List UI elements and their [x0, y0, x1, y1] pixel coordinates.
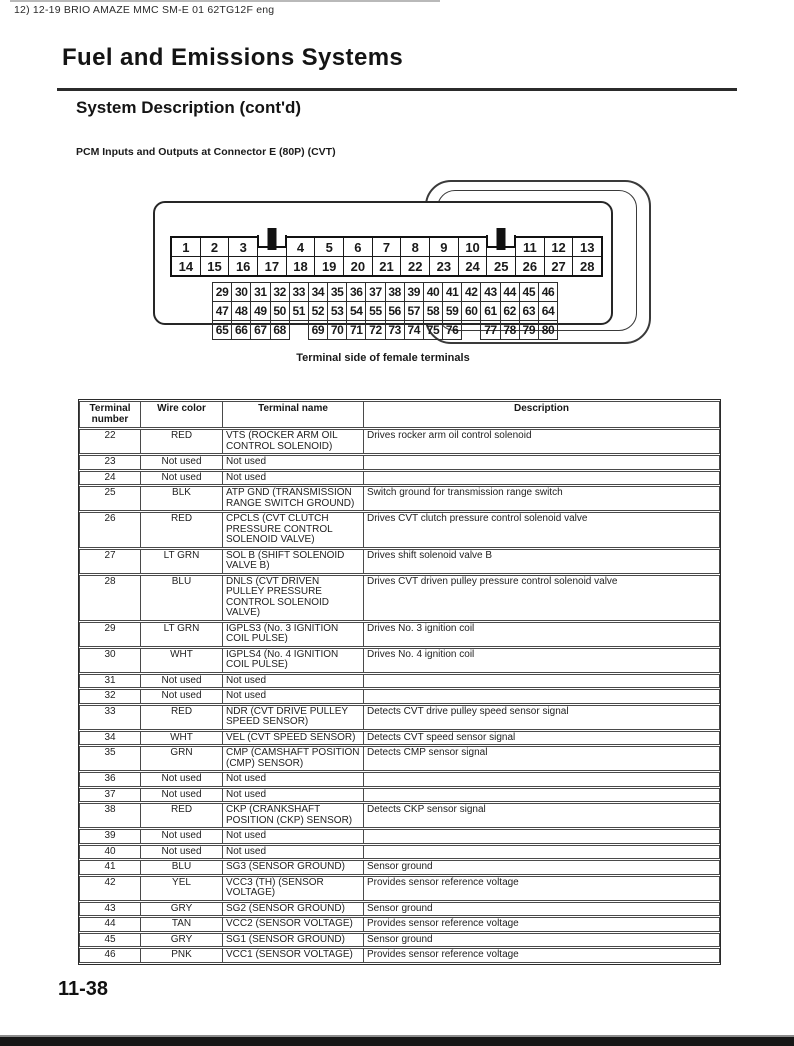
- connector-housing: [153, 201, 613, 337]
- cell-terminal-name: Not used: [223, 845, 364, 860]
- pin-cell: 46: [538, 282, 558, 302]
- cell-terminal-number: 28: [79, 575, 141, 621]
- table-row: [79, 917, 720, 932]
- pin-gap: [461, 320, 481, 340]
- cell-terminal-number: 26: [79, 512, 141, 548]
- cell-terminal-number: 43: [79, 902, 141, 917]
- pin-cell: 27: [545, 257, 574, 275]
- cell-description: [364, 772, 720, 787]
- pin-cell: 16: [229, 257, 258, 275]
- table-row: [79, 788, 720, 803]
- pin-cell: 71: [346, 320, 366, 340]
- table-row: [79, 845, 720, 860]
- pin-row-4: [212, 301, 558, 321]
- column-header-terminal-number: Terminal number: [79, 401, 141, 428]
- cell-terminal-name: SG1 (SENSOR GROUND): [223, 933, 364, 948]
- cell-description: Sensor ground: [364, 860, 720, 875]
- cell-terminal-name: VTS (ROCKER ARM OIL CONTROL SOLENOID): [223, 429, 364, 454]
- table-row: [79, 689, 720, 704]
- pin-cell: 67: [250, 320, 270, 340]
- cell-description: Provides sensor reference voltage: [364, 876, 720, 901]
- cell-terminal-number: 33: [79, 705, 141, 730]
- cell-wire-color: RED: [141, 429, 223, 454]
- cell-terminal-name: CPCLS (CVT CLUTCH PRESSURE CONTROL SOLENOID VALVE): [223, 512, 364, 548]
- bottom-edge-bar: [0, 1035, 794, 1046]
- pin-cell: 36: [346, 282, 366, 302]
- pin-row-1: [172, 238, 601, 257]
- cell-wire-color: Not used: [141, 471, 223, 486]
- section-subtitle: System Description (cont'd): [76, 98, 302, 117]
- cell-description: Drives No. 4 ignition coil: [364, 648, 720, 673]
- pin-cell: 15: [201, 257, 230, 275]
- cell-description: Drives CVT clutch pressure control solenoid valve: [364, 512, 720, 548]
- pin-cell: 14: [172, 257, 201, 275]
- pin-cell: 43: [480, 282, 500, 302]
- cell-wire-color: YEL: [141, 876, 223, 901]
- pin-cell: 28: [580, 258, 595, 274]
- cell-terminal-number: 42: [79, 876, 141, 901]
- cell-description: [364, 471, 720, 486]
- pin-cell: 59: [442, 301, 462, 321]
- pin-cell: 31: [250, 282, 270, 302]
- cell-wire-color: Not used: [141, 772, 223, 787]
- cell-terminal-name: NDR (CVT DRIVE PULLEY SPEED SENSOR): [223, 705, 364, 730]
- cell-description: Provides sensor reference voltage: [364, 917, 720, 932]
- cell-terminal-name: IGPLS3 (No. 3 IGNITION COIL PULSE): [223, 622, 364, 647]
- table-row: [79, 549, 720, 574]
- pin-cell: 47: [212, 301, 232, 321]
- terminal-table: [78, 399, 721, 965]
- cell-description: Sensor ground: [364, 933, 720, 948]
- pin-cell: 45: [519, 282, 539, 302]
- cell-terminal-name: SG2 (SENSOR GROUND): [223, 902, 364, 917]
- cell-wire-color: LT GRN: [141, 549, 223, 574]
- cell-terminal-number: 36: [79, 772, 141, 787]
- pin-cell: 7: [373, 238, 402, 256]
- cell-terminal-name: VEL (CVT SPEED SENSOR): [223, 731, 364, 746]
- connector-notch: [487, 238, 516, 256]
- pin-cell: 3: [229, 238, 258, 256]
- cell-terminal-number: 25: [79, 486, 141, 511]
- cell-wire-color: RED: [141, 803, 223, 828]
- pin-cell: 42: [461, 282, 481, 302]
- pin-cell: 20: [344, 257, 373, 275]
- pin-cell: 26: [516, 257, 545, 275]
- pin-cell: 18: [287, 257, 316, 275]
- cell-description: Detects CVT drive pulley speed sensor signal: [364, 705, 720, 730]
- cell-terminal-name: Not used: [223, 829, 364, 844]
- cell-terminal-name: CKP (CRANKSHAFT POSITION (CKP) SENSOR): [223, 803, 364, 828]
- cell-terminal-number: 34: [79, 731, 141, 746]
- cell-description: Provides sensor reference voltage: [364, 948, 720, 963]
- table-row: [79, 471, 720, 486]
- cell-description: [364, 455, 720, 470]
- pin-cell: 25: [487, 257, 516, 275]
- cell-wire-color: RED: [141, 705, 223, 730]
- cell-wire-color: BLU: [141, 860, 223, 875]
- cell-wire-color: WHT: [141, 648, 223, 673]
- pin-cell: 77: [480, 320, 500, 340]
- cell-wire-color: Not used: [141, 455, 223, 470]
- connector-notch: [258, 238, 287, 256]
- pin-cell: 38: [385, 282, 405, 302]
- pin-cell: 68: [270, 320, 290, 340]
- pin-cell: 63: [519, 301, 539, 321]
- pin-cell: 41: [442, 282, 462, 302]
- page-number: 11-38: [58, 978, 109, 1000]
- cell-terminal-number: 29: [79, 622, 141, 647]
- cell-terminal-number: 22: [79, 429, 141, 454]
- pin-cell: 48: [231, 301, 251, 321]
- pin-cell: 2: [201, 238, 230, 256]
- cell-terminal-number: 23: [79, 455, 141, 470]
- table-row: [79, 731, 720, 746]
- cell-description: Detects CKP sensor signal: [364, 803, 720, 828]
- connector-diagram: [150, 177, 660, 375]
- cell-terminal-name: ATP GND (TRANSMISSION RANGE SWITCH GROUND): [223, 486, 364, 511]
- table-row: [79, 705, 720, 730]
- table-row: [79, 948, 720, 963]
- cell-wire-color: BLU: [141, 575, 223, 621]
- pin-cell: 34: [308, 282, 328, 302]
- table-row: [79, 772, 720, 787]
- pin-cell: 70: [327, 320, 347, 340]
- pin-cell: 6: [344, 238, 373, 256]
- table-header-row: [79, 401, 720, 428]
- cell-terminal-number: 41: [79, 860, 141, 875]
- pin-cell: 72: [365, 320, 385, 340]
- pin-cell: 74: [404, 320, 424, 340]
- table-row: [79, 648, 720, 673]
- cell-terminal-name: CMP (CAMSHAFT POSITION (CMP) SENSOR): [223, 746, 364, 771]
- cell-terminal-name: Not used: [223, 455, 364, 470]
- cell-terminal-name: IGPLS4 (No. 4 IGNITION COIL PULSE): [223, 648, 364, 673]
- cell-terminal-name: VCC1 (SENSOR VOLTAGE): [223, 948, 364, 963]
- connector-section-label: PCM Inputs and Outputs at Connector E (80P) (CVT): [76, 146, 336, 158]
- cell-wire-color: RED: [141, 512, 223, 548]
- table-row: [79, 429, 720, 454]
- cell-terminal-name: SG3 (SENSOR GROUND): [223, 860, 364, 875]
- cell-terminal-name: SOL B (SHIFT SOLENOID VALVE B): [223, 549, 364, 574]
- pin-cell: 12: [545, 238, 574, 256]
- pin-cell: 4: [287, 238, 316, 256]
- pin-cell: 40: [423, 282, 443, 302]
- pin-cell: 33: [289, 282, 309, 302]
- cell-terminal-number: 30: [79, 648, 141, 673]
- table-row: [79, 803, 720, 828]
- pin-cell: 23: [430, 257, 459, 275]
- pin-cell: 57: [404, 301, 424, 321]
- table-row: [79, 902, 720, 917]
- table-row: [79, 575, 720, 621]
- cell-description: Detects CVT speed sensor signal: [364, 731, 720, 746]
- cell-terminal-name: DNLS (CVT DRIVEN PULLEY PRESSURE CONTROL SOLENOID VALVE): [223, 575, 364, 621]
- cell-terminal-name: VCC2 (SENSOR VOLTAGE): [223, 917, 364, 932]
- cell-terminal-name: Not used: [223, 772, 364, 787]
- cell-wire-color: Not used: [141, 788, 223, 803]
- pin-cell: 49: [250, 301, 270, 321]
- cell-terminal-number: 44: [79, 917, 141, 932]
- table-row: [79, 933, 720, 948]
- pin-cell: 50: [270, 301, 290, 321]
- pin-cell: 62: [500, 301, 520, 321]
- pin-row-5: [212, 320, 558, 340]
- pin-cell: 60: [461, 301, 481, 321]
- pin-cell: 44: [500, 282, 520, 302]
- page-title: Fuel and Emissions Systems: [62, 44, 404, 71]
- cell-wire-color: GRN: [141, 746, 223, 771]
- title-divider: [57, 88, 737, 91]
- pin-cell: 32: [270, 282, 290, 302]
- pin-cell: 80: [538, 320, 558, 340]
- pin-cell: 64: [538, 301, 558, 321]
- cell-terminal-name: VCC3 (TH) (SENSOR VOLTAGE): [223, 876, 364, 901]
- connector-pin-block-small: [212, 282, 558, 340]
- pin-cell: 11: [516, 238, 545, 256]
- cell-terminal-name: Not used: [223, 788, 364, 803]
- pin-row-3: [212, 282, 558, 302]
- pin-cell: 73: [385, 320, 405, 340]
- table-row: [79, 674, 720, 689]
- cell-description: [364, 674, 720, 689]
- pin-cell: 13: [580, 239, 595, 255]
- pin-cell: 51: [289, 301, 309, 321]
- cell-terminal-name: Not used: [223, 689, 364, 704]
- column-header-terminal-name: Terminal name: [223, 401, 364, 428]
- pin-cell: 17: [258, 257, 287, 275]
- pin-gap: [289, 320, 309, 340]
- pin-cell: 69: [308, 320, 328, 340]
- pin-cell: 78: [500, 320, 520, 340]
- table-row: [79, 876, 720, 901]
- pin-cell: 52: [308, 301, 328, 321]
- pin-cell: 79: [519, 320, 539, 340]
- cell-wire-color: Not used: [141, 689, 223, 704]
- cell-description: Drives rocker arm oil control solenoid: [364, 429, 720, 454]
- pin-cell: 29: [212, 282, 232, 302]
- cell-description: Sensor ground: [364, 902, 720, 917]
- cell-terminal-name: Not used: [223, 674, 364, 689]
- cell-description: Switch ground for transmission range switch: [364, 486, 720, 511]
- pin-cell: 37: [365, 282, 385, 302]
- pin-cell: 65: [212, 320, 232, 340]
- cell-description: Detects CMP sensor signal: [364, 746, 720, 771]
- table-row: [79, 746, 720, 771]
- connector-caption: Terminal side of female terminals: [296, 352, 470, 364]
- pin-cell: 9: [430, 238, 459, 256]
- cell-terminal-number: 45: [79, 933, 141, 948]
- cell-terminal-number: 32: [79, 689, 141, 704]
- pin-cell: 24: [459, 257, 488, 275]
- cell-terminal-number: 35: [79, 746, 141, 771]
- pin-cell: 66: [231, 320, 251, 340]
- connector-key: [497, 228, 506, 250]
- terminal-table-body: [79, 429, 720, 963]
- top-edge-artifact: [10, 0, 440, 2]
- cell-description: [364, 788, 720, 803]
- cell-wire-color: GRY: [141, 902, 223, 917]
- cell-description: Drives No. 3 ignition coil: [364, 622, 720, 647]
- cell-wire-color: Not used: [141, 845, 223, 860]
- cell-wire-color: WHT: [141, 731, 223, 746]
- pin-cell: 54: [346, 301, 366, 321]
- pin-cell: 61: [480, 301, 500, 321]
- pin-cell: 5: [315, 238, 344, 256]
- pin-cell: 39: [404, 282, 424, 302]
- table-row: [79, 622, 720, 647]
- cell-wire-color: LT GRN: [141, 622, 223, 647]
- cell-terminal-number: 40: [79, 845, 141, 860]
- pin-cell: 35: [327, 282, 347, 302]
- table-row: [79, 829, 720, 844]
- pin-cell: 76: [442, 320, 462, 340]
- column-header-description: Description: [364, 401, 720, 428]
- cell-terminal-number: 37: [79, 788, 141, 803]
- cell-wire-color: Not used: [141, 674, 223, 689]
- cell-description: Drives shift solenoid valve B: [364, 549, 720, 574]
- cell-terminal-number: 39: [79, 829, 141, 844]
- cell-wire-color: Not used: [141, 829, 223, 844]
- pin-cell: 1: [172, 238, 201, 256]
- pin-cell: 56: [385, 301, 405, 321]
- pin-cell: 8: [401, 238, 430, 256]
- cell-terminal-number: 24: [79, 471, 141, 486]
- cell-terminal-number: 31: [79, 674, 141, 689]
- cell-terminal-number: 46: [79, 948, 141, 963]
- pin-cell: 53: [327, 301, 347, 321]
- pin-cell: 58: [423, 301, 443, 321]
- pin-cell: 19: [315, 257, 344, 275]
- pin-cell: 10: [459, 238, 488, 256]
- cell-description: Drives CVT driven pulley pressure control solenoid valve: [364, 575, 720, 621]
- pin-cell: 22: [401, 257, 430, 275]
- cell-terminal-number: 27: [79, 549, 141, 574]
- table-row: [79, 860, 720, 875]
- pin-cell: 75: [423, 320, 443, 340]
- pin-cell: 21: [373, 257, 402, 275]
- cell-description: [364, 829, 720, 844]
- cell-description: [364, 845, 720, 860]
- pin-row-2: [172, 257, 601, 275]
- cell-terminal-number: 38: [79, 803, 141, 828]
- cell-terminal-name: Not used: [223, 471, 364, 486]
- connector-key: [267, 228, 276, 250]
- cell-wire-color: BLK: [141, 486, 223, 511]
- pin-cell: 30: [231, 282, 251, 302]
- cell-wire-color: TAN: [141, 917, 223, 932]
- table-row: [79, 512, 720, 548]
- cell-description: [364, 689, 720, 704]
- cell-wire-color: PNK: [141, 948, 223, 963]
- connector-pin-block-large: [170, 236, 603, 277]
- table-row: [79, 486, 720, 511]
- pin-cell: 55: [365, 301, 385, 321]
- document-header-note: 12) 12-19 BRIO AMAZE MMC SM-E 01 62TG12F eng: [14, 4, 275, 16]
- cell-wire-color: GRY: [141, 933, 223, 948]
- table-row: [79, 455, 720, 470]
- column-header-wire-color: Wire color: [141, 401, 223, 428]
